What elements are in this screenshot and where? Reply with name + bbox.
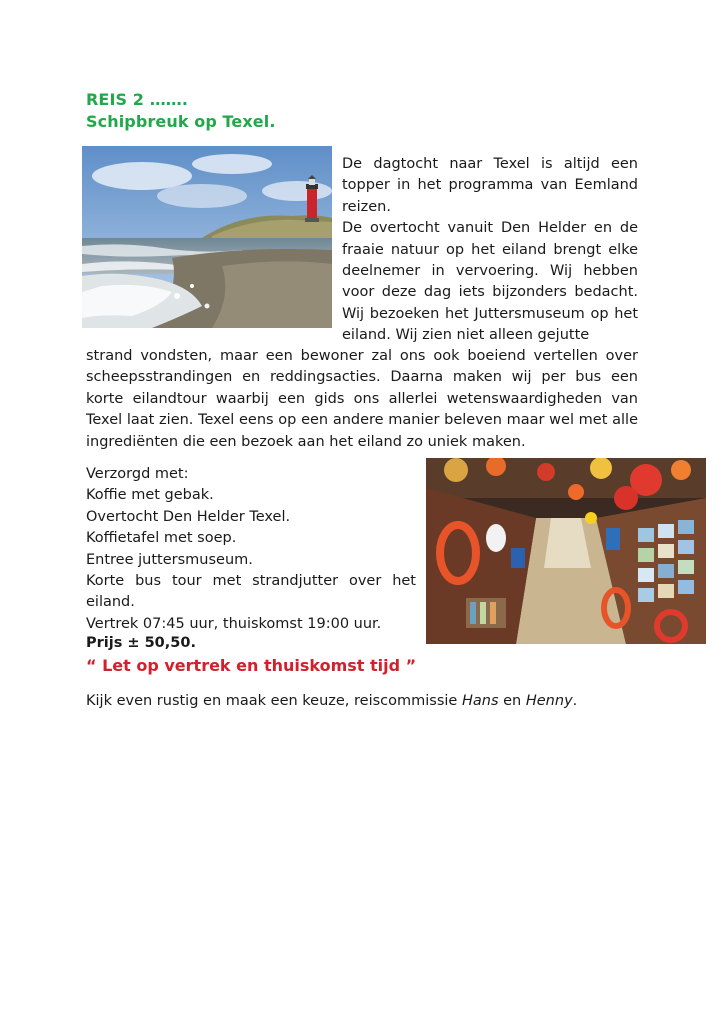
name-henny: Henny [525,693,573,709]
lighthouse-beach-photo [82,146,332,328]
name-hans: Hans [461,693,499,709]
closing-line [86,693,577,709]
intro-paragraph-2: De overtocht vanuit Den Helder en de fraaie natuur op het eiland brengt elke deelnemer in vervoering. Wij hebben voor deze dag iets bijzonders bedacht. Wij bezoeken het Juttersmuseum op het eiland. Wij zien niet alleen gejutte [342,220,638,344]
included-heading: Verzorgd met: [86,466,189,482]
included-item: Korte bus tour met strandjutter over het [86,573,416,590]
closing-text: Kijk even rustig en maak een keuze, reiscommissie [86,693,458,709]
included-item: Koffie met gebak. [86,487,214,504]
included-item: Koffietafel met soep. [86,530,237,547]
included-item: Entree juttersmuseum. [86,551,253,568]
closing-and: en [503,693,522,709]
departure-time: Vertrek 07:45 uur, thuiskomst 19:00 uur. [86,615,382,632]
included-item: Overtocht Den Helder Texel. [86,508,291,525]
full-width-text [86,346,638,453]
intro-paragraph-1: De dagtocht naar Texel is altijd een topper in het programma van Eemland reizen. [342,156,638,215]
intro-text [342,154,638,347]
price: Prijs ± 50,50. [86,635,196,651]
trip-title-heading: Schipbreuk op Texel. [86,112,276,131]
intro-paragraph-2-continued: strand vondsten, maar een bewoner zal ons ook boeiend vertellen over scheepsstrandingen en reddingsacties. Daarna maken wij per bus een korte eilandtour waarbij een gids ons allerlei wetenswaardigheden van Texel laat zien. Texel eens op een andere manier beleven maar wel met alle ingrediënten die een bezoek aan het eiland zo uniek maken. [86,348,638,450]
notice-time: “ Let op vertrek en thuiskomst tijd ” [86,656,417,675]
closing-period: . [572,693,578,709]
included-list [86,464,416,635]
trip-number-heading: REIS 2 ……. [86,90,189,109]
included-item: eiland. [86,594,135,611]
beachcomber-museum-photo [426,458,706,644]
